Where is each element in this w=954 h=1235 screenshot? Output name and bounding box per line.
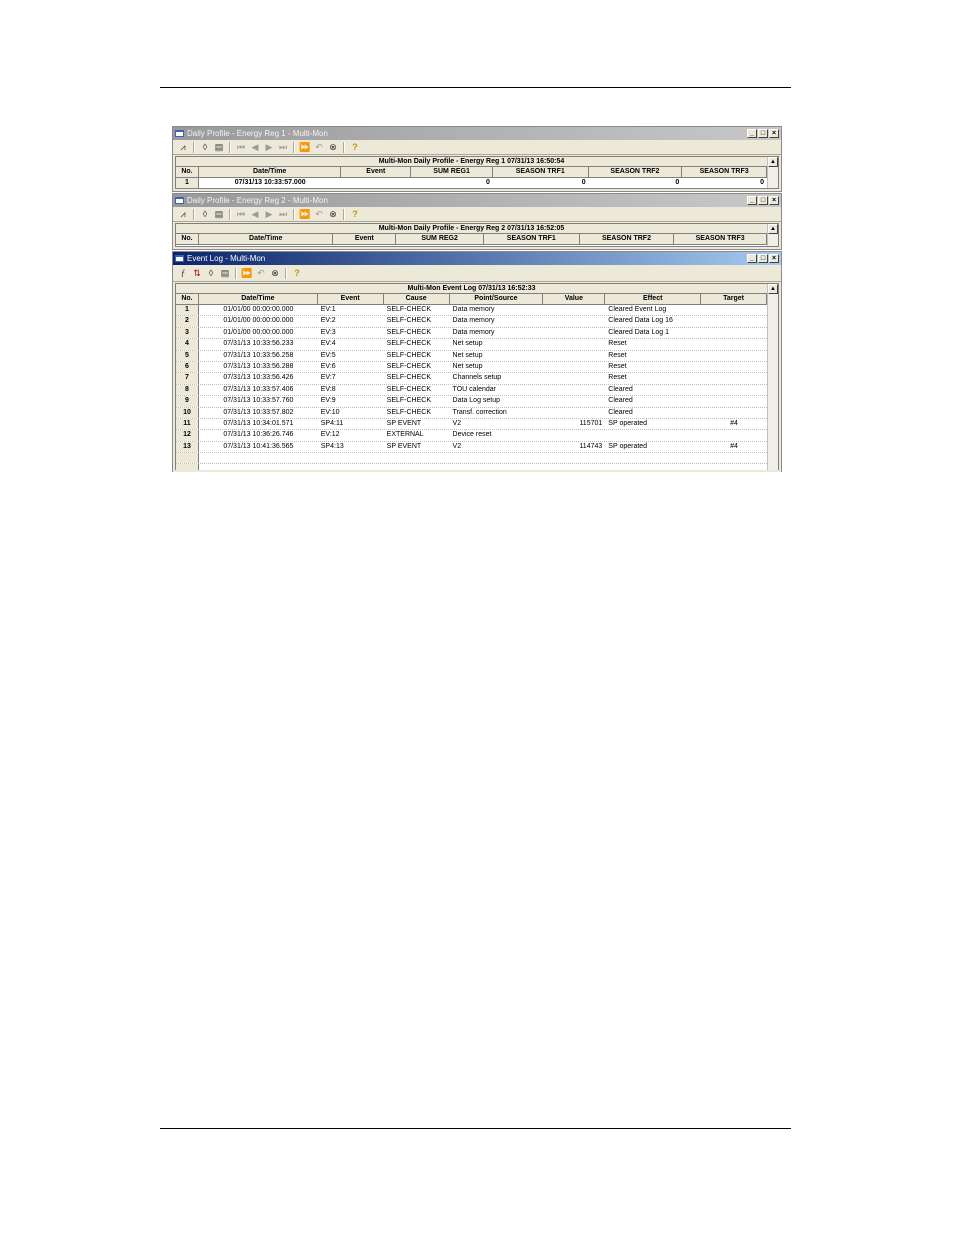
- first-record-icon[interactable]: ⏮: [236, 208, 246, 219]
- effect-cell: Cleared: [608, 408, 633, 416]
- next-record-icon[interactable]: ▶: [265, 141, 273, 152]
- help-icon[interactable]: ?: [294, 268, 300, 278]
- toolbar: [173, 140, 781, 155]
- data-grid[interactable]: [175, 223, 779, 247]
- header-rule: [160, 87, 791, 88]
- event-cell: EV:8: [320, 385, 336, 393]
- cause-cell: SELF-CHECK: [386, 362, 431, 370]
- window-icon: [175, 255, 184, 262]
- empty-row: [176, 464, 767, 470]
- column-header[interactable]: Effect: [605, 294, 701, 304]
- table-row[interactable]: [176, 316, 767, 327]
- point-source-cell: Net setup: [452, 351, 483, 359]
- datetime-cell: 07/31/13 10:33:57.802: [223, 408, 294, 416]
- point-source-cell: Net setup: [452, 362, 483, 370]
- value-cell: [543, 396, 605, 406]
- datetime-cell: 07/31/13 10:34:01.571: [223, 419, 294, 427]
- empty-cell: [318, 453, 384, 463]
- row-number: 7: [176, 373, 199, 383]
- effect-cell: Reset: [608, 340, 627, 348]
- stop-icon[interactable]: ⊗: [329, 208, 337, 219]
- cause-cell: SP EVENT: [386, 419, 422, 427]
- empty-cell: [605, 464, 701, 470]
- event-cell: EV:3: [320, 328, 336, 336]
- value-cell: [543, 351, 605, 361]
- event-cell: [341, 178, 411, 188]
- data-grid[interactable]: [175, 283, 779, 470]
- point-source-cell: V2: [452, 442, 462, 450]
- target-cell: [701, 351, 767, 361]
- empty-cell: [543, 453, 605, 463]
- effect-cell: SP operated: [608, 442, 648, 450]
- column-header[interactable]: Value: [543, 294, 605, 304]
- value-cell: [543, 305, 605, 315]
- datetime-cell: 07/31/13 10:33:56.426: [223, 374, 294, 382]
- fast-forward-icon[interactable]: ⏩: [241, 267, 253, 278]
- table-row[interactable]: [176, 339, 767, 350]
- effect-cell: Cleared Data Log 1: [608, 328, 669, 336]
- table-row[interactable]: [176, 178, 767, 189]
- datetime-cell: 07/31/13 10:33:56.258: [223, 351, 294, 359]
- grid-caption: Multi-Mon Daily Profile - Energy Reg 1 07/31/13 16:50:54: [176, 157, 767, 167]
- tag-icon[interactable]: ◊: [208, 268, 214, 278]
- daily-profile-reg2-window[interactable]: [172, 193, 782, 250]
- value-cell: 114743: [579, 442, 603, 450]
- target-cell: [701, 408, 767, 418]
- datetime-cell: 01/01/00 00:00:00.000: [223, 328, 294, 336]
- previous-record-icon[interactable]: ◀: [251, 141, 259, 152]
- datetime-cell: 07/31/13 10:33:57.406: [223, 385, 294, 393]
- value-cell: [543, 339, 605, 349]
- cause-cell: SELF-CHECK: [386, 374, 431, 382]
- stop-icon[interactable]: ⊗: [271, 267, 279, 278]
- target-cell: #4: [730, 419, 738, 427]
- event-cell: EV:12: [320, 431, 340, 439]
- row-number: 12: [176, 430, 199, 440]
- row-number: 5: [176, 351, 199, 361]
- value-cell: 0: [675, 179, 680, 186]
- table-row[interactable]: [176, 385, 767, 396]
- value-cell: 0: [486, 179, 490, 186]
- event-cell: SP4:11: [320, 419, 344, 427]
- grid-header: [176, 234, 767, 245]
- window-title: Daily Profile - Energy Reg 2 - Multi-Mon: [187, 196, 328, 205]
- tag-icon[interactable]: ◊: [202, 209, 208, 219]
- column-header[interactable]: Event: [318, 294, 384, 304]
- properties-icon[interactable]: ▤: [220, 267, 230, 278]
- empty-cell: [199, 453, 318, 463]
- point-source-cell: Data memory: [452, 328, 495, 336]
- window-title: Event Log - Multi-Mon: [187, 254, 266, 263]
- footer-rule: [160, 1128, 791, 1129]
- effect-cell: Reset: [608, 351, 627, 359]
- datetime-cell: 01/01/00 00:00:00.000: [223, 317, 294, 325]
- cause-cell: SELF-CHECK: [386, 385, 431, 393]
- column-header[interactable]: No.: [176, 167, 199, 177]
- column-header[interactable]: Event: [341, 167, 411, 177]
- grid-header: [176, 167, 767, 178]
- column-header[interactable]: SUM REG1: [411, 167, 493, 177]
- minimize-button[interactable]: _: [747, 254, 757, 263]
- target-cell: [701, 385, 767, 395]
- cause-cell: SELF-CHECK: [386, 351, 431, 359]
- event-cell: EV:1: [320, 306, 336, 313]
- grid-caption: Multi-Mon Daily Profile - Energy Reg 2 07/31/13 16:52:05: [176, 224, 767, 234]
- column-header[interactable]: Cause: [384, 294, 450, 304]
- row-number: 2: [176, 316, 199, 326]
- table-row[interactable]: [176, 362, 767, 373]
- point-source-cell: Data memory: [452, 306, 495, 313]
- undo-icon[interactable]: ↶: [257, 267, 265, 278]
- point-source-cell: Net setup: [452, 340, 483, 348]
- value-cell: 115701: [579, 419, 603, 427]
- minimize-button[interactable]: _: [747, 129, 757, 138]
- target-cell: [701, 305, 767, 315]
- event-cell: EV:7: [320, 374, 336, 382]
- undo-icon[interactable]: ↶: [315, 141, 323, 152]
- column-header[interactable]: Date/Time: [199, 294, 318, 304]
- point-source-cell: Transf. correction: [452, 408, 507, 416]
- datetime-cell: 07/31/13 10:33:57.760: [223, 397, 294, 405]
- window-titlebar[interactable]: [173, 194, 781, 207]
- next-record-icon[interactable]: ▶: [265, 208, 273, 219]
- last-record-icon[interactable]: ⏭: [278, 208, 288, 219]
- chart-icon[interactable]: ⩘: [180, 141, 186, 152]
- empty-row: [176, 453, 767, 464]
- window-titlebar[interactable]: [173, 252, 781, 265]
- datetime-cell: 07/31/13 10:33:56.233: [223, 340, 294, 348]
- effect-cell: Reset: [608, 362, 627, 370]
- event-cell: EV:6: [320, 362, 336, 370]
- empty-cell: [450, 453, 544, 463]
- event-cell: EV:10: [320, 408, 340, 416]
- window-icon: [175, 130, 184, 137]
- cause-cell: SELF-CHECK: [386, 328, 431, 336]
- data-grid[interactable]: [175, 156, 779, 189]
- column-header[interactable]: Date/Time: [199, 167, 342, 177]
- empty-cell: [176, 453, 199, 463]
- event-rows: [176, 305, 778, 470]
- point-source-cell: Data Log setup: [452, 397, 501, 405]
- sort-icon[interactable]: ⇅: [193, 267, 201, 278]
- row-number: 4: [176, 339, 199, 349]
- datetime-cell: 07/31/13 10:33:56.288: [223, 362, 294, 370]
- properties-icon[interactable]: ▤: [214, 208, 224, 219]
- value-cell: [543, 373, 605, 383]
- empty-cell: [701, 464, 767, 470]
- table-row[interactable]: [176, 328, 767, 339]
- cause-cell: SELF-CHECK: [386, 397, 431, 405]
- previous-record-icon[interactable]: ◀: [251, 208, 259, 219]
- column-header[interactable]: SEASON TRF1: [493, 167, 589, 177]
- effect-cell: Cleared: [608, 385, 633, 393]
- value-cell: [543, 316, 605, 326]
- row-number: 8: [176, 385, 199, 395]
- empty-cell: [199, 464, 318, 470]
- column-header[interactable]: Event: [333, 234, 396, 244]
- effect-cell: Cleared: [608, 397, 633, 405]
- value-cell: [543, 362, 605, 372]
- empty-cell: [450, 464, 544, 470]
- row-number: 10: [176, 408, 199, 418]
- column-header[interactable]: Date/Time: [199, 234, 334, 244]
- scroll-up-icon[interactable]: ▲: [768, 224, 778, 234]
- column-header[interactable]: Target: [701, 294, 767, 304]
- window-title: Daily Profile - Energy Reg 1 - Multi-Mon: [187, 129, 328, 138]
- target-cell: [701, 316, 767, 326]
- column-header[interactable]: SUM REG2: [396, 234, 484, 244]
- row-number: 13: [176, 442, 199, 452]
- properties-icon[interactable]: ▤: [214, 141, 224, 152]
- value-cell: [543, 385, 605, 395]
- target-cell: #4: [730, 442, 738, 450]
- empty-cell: [384, 453, 450, 463]
- close-button[interactable]: ×: [769, 196, 779, 205]
- close-button[interactable]: ×: [769, 129, 779, 138]
- point-source-cell: Channels setup: [452, 374, 502, 382]
- undo-icon[interactable]: ↶: [315, 208, 323, 219]
- fast-forward-icon[interactable]: ⏩: [299, 141, 311, 152]
- grid-header: [176, 294, 767, 305]
- last-record-icon[interactable]: ⏭: [278, 141, 288, 152]
- column-header[interactable]: SEASON TRF3: [674, 234, 767, 244]
- tag-icon[interactable]: ◊: [202, 142, 208, 152]
- point-source-cell: Device reset: [452, 431, 492, 439]
- chart-icon[interactable]: ⩘: [180, 208, 186, 219]
- first-record-icon[interactable]: ⏮: [236, 141, 246, 152]
- column-header[interactable]: Point/Source: [450, 294, 544, 304]
- event-cell: EV:5: [320, 351, 336, 359]
- effect-cell: Cleared Event Log: [608, 306, 667, 313]
- maximize-button[interactable]: □: [758, 129, 768, 138]
- cause-cell: SP EVENT: [386, 442, 422, 450]
- column-header[interactable]: No.: [176, 234, 199, 244]
- column-header[interactable]: SEASON TRF3: [682, 167, 767, 177]
- toolbar: [173, 207, 781, 222]
- datetime-cell: 07/31/13 10:41:36.565: [223, 442, 294, 450]
- empty-cell: [543, 464, 605, 470]
- scroll-up-icon[interactable]: ▲: [768, 157, 778, 167]
- effect-cell: [605, 430, 701, 440]
- value-cell: 0: [581, 179, 586, 186]
- value-cell: 0: [760, 179, 764, 186]
- fast-forward-icon[interactable]: ⏩: [299, 208, 311, 219]
- column-header[interactable]: No.: [176, 294, 199, 304]
- vertical-scrollbar[interactable]: [767, 224, 778, 246]
- table-row[interactable]: [176, 442, 767, 453]
- point-source-cell: TOU calendar: [452, 385, 496, 393]
- event-log-window[interactable]: [172, 251, 782, 472]
- minimize-button[interactable]: _: [747, 196, 757, 205]
- maximize-button[interactable]: □: [758, 196, 768, 205]
- table-row[interactable]: [176, 373, 767, 384]
- cause-cell: SELF-CHECK: [386, 317, 431, 325]
- window-titlebar[interactable]: [173, 127, 781, 140]
- cause-cell: SELF-CHECK: [386, 408, 431, 416]
- cause-cell: SELF-CHECK: [386, 306, 431, 313]
- row-number: 6: [176, 362, 199, 372]
- stop-icon[interactable]: ⊗: [329, 141, 337, 152]
- vertical-scrollbar[interactable]: [767, 284, 778, 470]
- event-cell: EV:9: [320, 397, 336, 405]
- column-header[interactable]: SEASON TRF1: [484, 234, 580, 244]
- value-cell: [543, 408, 605, 418]
- empty-cell: [701, 453, 767, 463]
- vertical-scrollbar[interactable]: [767, 157, 778, 188]
- empty-cell: [384, 464, 450, 470]
- target-cell: [701, 396, 767, 406]
- cause-cell: EXTERNAL: [386, 431, 424, 439]
- value-cell: [543, 328, 605, 338]
- empty-cell: [605, 453, 701, 463]
- empty-cell: [318, 464, 384, 470]
- target-cell: [701, 339, 767, 349]
- toolbar: [173, 265, 781, 282]
- effect-cell: Reset: [608, 374, 627, 382]
- daily-profile-reg1-window[interactable]: [172, 126, 782, 192]
- close-button[interactable]: ×: [769, 254, 779, 263]
- effect-cell: SP operated: [608, 419, 648, 427]
- row-number: 11: [176, 419, 199, 429]
- target-cell: [701, 362, 767, 372]
- window-icon: [175, 197, 184, 204]
- scroll-up-icon[interactable]: ▲: [768, 284, 778, 294]
- table-row[interactable]: [176, 430, 767, 441]
- grid-caption: Multi-Mon Event Log 07/31/13 16:52:33: [176, 284, 767, 294]
- point-source-cell: Data memory: [452, 317, 495, 325]
- table-row[interactable]: [176, 419, 767, 430]
- point-source-cell: V2: [452, 419, 462, 427]
- cause-cell: SELF-CHECK: [386, 340, 431, 348]
- column-header[interactable]: SEASON TRF2: [589, 167, 683, 177]
- event-cell: SP4:13: [320, 442, 344, 450]
- table-row[interactable]: [176, 305, 767, 316]
- event-cell: EV:2: [320, 317, 336, 325]
- value-cell: [543, 430, 605, 440]
- target-cell: [701, 373, 767, 383]
- help-icon[interactable]: ?: [352, 209, 358, 219]
- row-number: 9: [176, 396, 199, 406]
- table-row[interactable]: [176, 351, 767, 362]
- function-icon[interactable]: ƒ: [180, 268, 186, 278]
- empty-cell: [176, 464, 199, 470]
- table-row[interactable]: [176, 396, 767, 407]
- column-header[interactable]: SEASON TRF2: [580, 234, 675, 244]
- help-icon[interactable]: ?: [352, 142, 358, 152]
- datetime-cell: 01/01/00 00:00:00.000: [223, 306, 294, 313]
- target-cell: [701, 328, 767, 338]
- row-number: 3: [176, 328, 199, 338]
- datetime-cell: 07/31/13 10:33:57.000: [234, 179, 306, 186]
- effect-cell: Cleared Data Log 16: [608, 317, 673, 325]
- datetime-cell: 07/31/13 10:36:26.746: [223, 431, 294, 439]
- target-cell: [701, 430, 767, 440]
- row-number: 1: [176, 305, 199, 315]
- event-cell: EV:4: [320, 340, 336, 348]
- table-row[interactable]: [176, 408, 767, 419]
- maximize-button[interactable]: □: [758, 254, 768, 263]
- row-number: 1: [176, 178, 199, 188]
